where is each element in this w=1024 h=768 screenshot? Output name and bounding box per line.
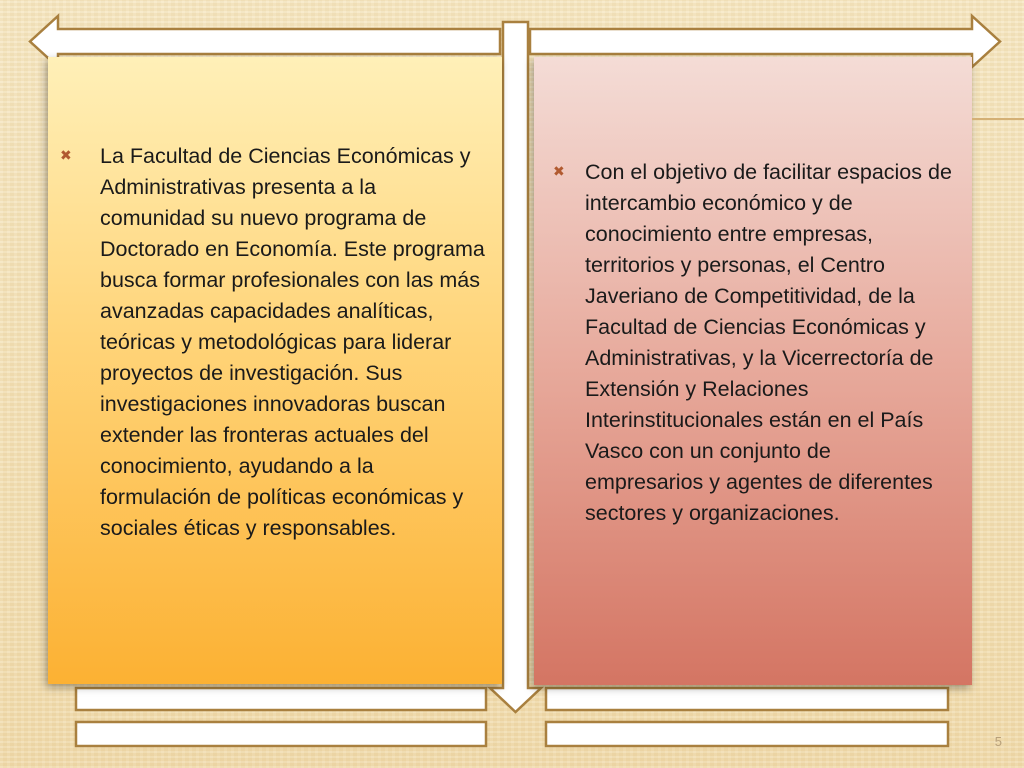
right-panel bbox=[534, 57, 972, 685]
decorative-line bbox=[972, 118, 1024, 120]
bottom-bar-right-1 bbox=[546, 688, 948, 710]
left-panel bbox=[48, 57, 502, 684]
bottom-bar-right-2 bbox=[546, 722, 948, 746]
bottom-bar-left-2 bbox=[76, 722, 486, 746]
right-bullet-item bbox=[553, 157, 953, 529]
left-bullet-text: La Facultad de Ciencias Económicas y Administrativas presenta a la comunidad su nuevo programa de Doctorado en Economía. Este programa busca formar profesionales con las más avanzadas capacidades analíticas, teóricas y metodológicas para liderar proyectos de investigación. Sus investigaciones innovadoras buscan extender las fronteras actuales del conocimiento, ayudando a la formulación de políticas económicas y sociales éticas y responsables. bbox=[100, 144, 485, 540]
x-mark-icon: ✖ bbox=[553, 163, 565, 179]
page-number: 5 bbox=[994, 734, 1002, 749]
x-mark-icon: ✖ bbox=[60, 147, 72, 163]
left-bullet-item bbox=[60, 141, 485, 544]
right-bullet-text: Con el objetivo de facilitar espacios de intercambio económico y de conocimiento entre empresas, territorios y personas, el Centro Javeriano de Competitividad, de la Facultad de Ciencias Económicas y Administrativas, y la Vicerrectoría de Extensión y Relaciones Interinstitucionales están en el País Vasco con un conjunto de empresarios y agentes de diferentes sectores y organizaciones. bbox=[585, 160, 952, 525]
bottom-bar-left-1 bbox=[76, 688, 486, 710]
